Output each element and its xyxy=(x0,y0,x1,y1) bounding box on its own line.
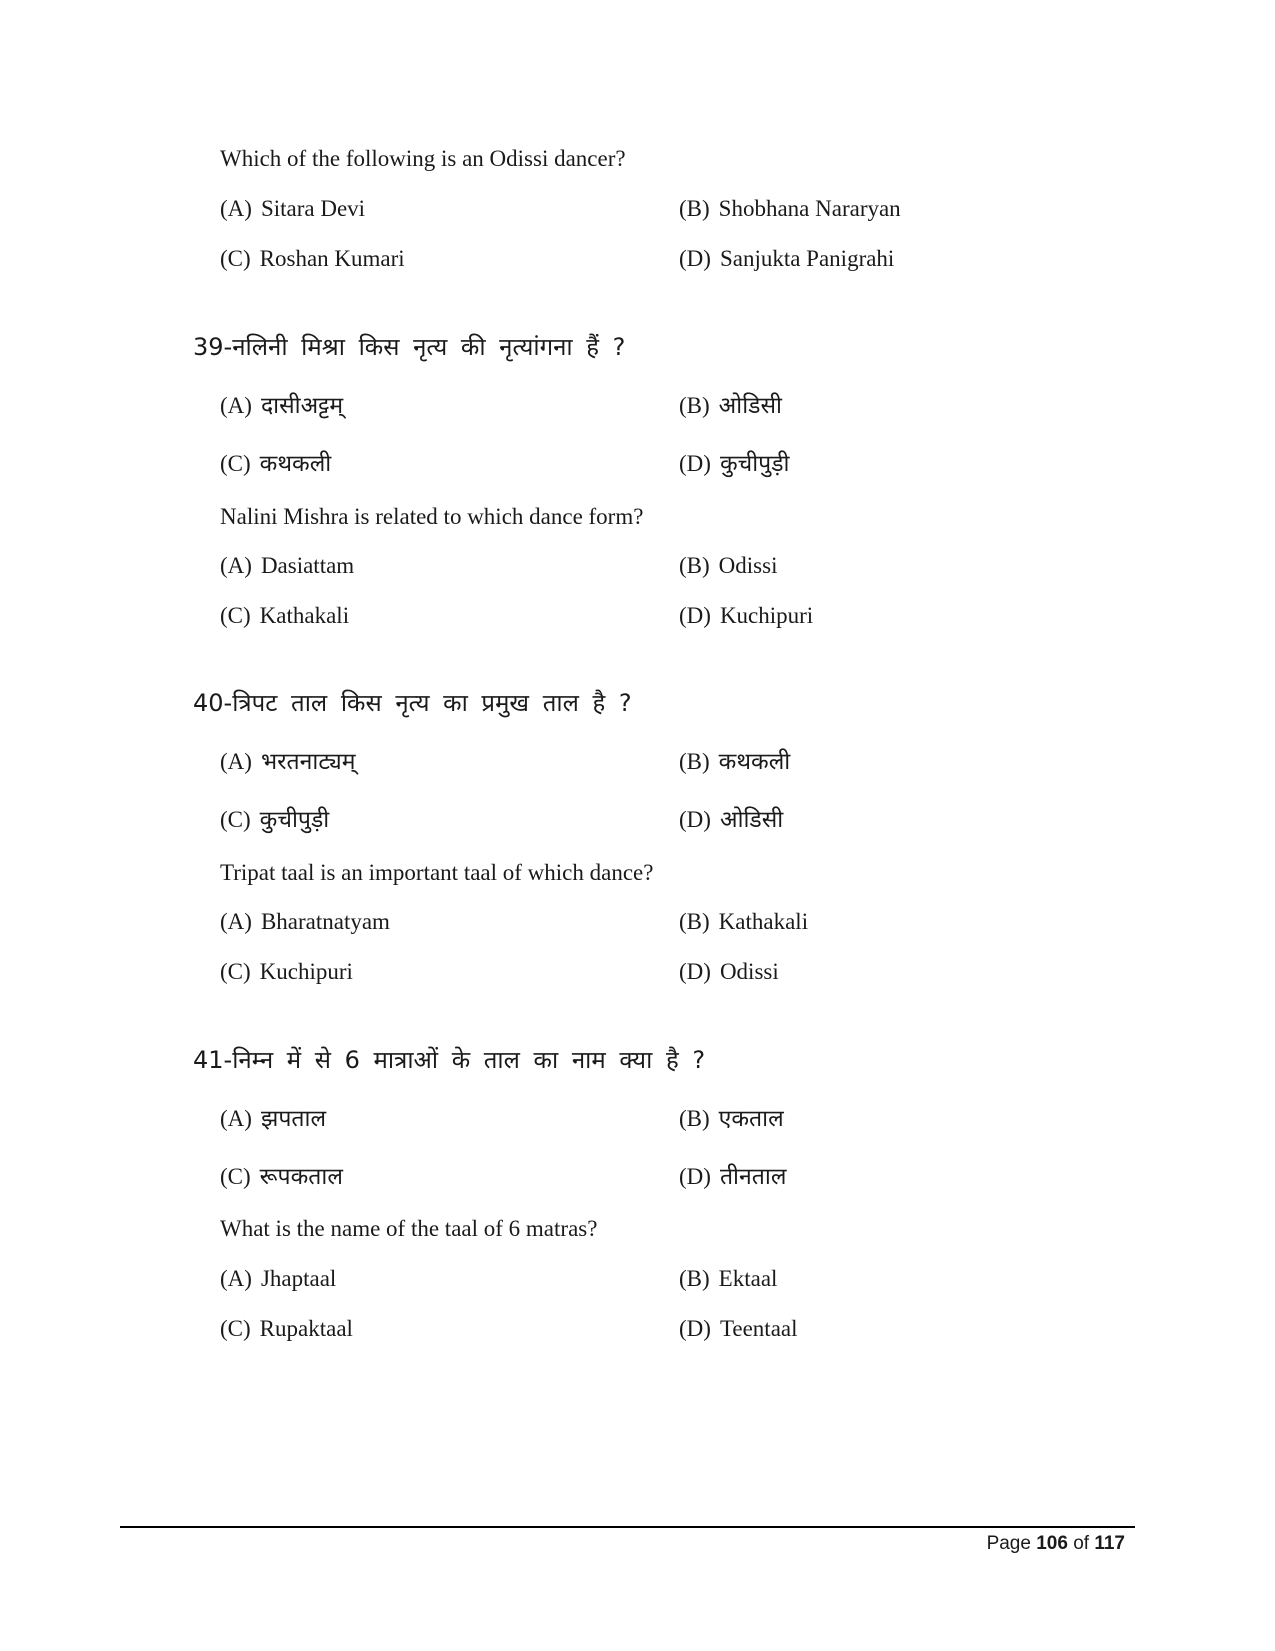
question-40-english-option-d xyxy=(679,959,779,985)
option-label: (A) xyxy=(220,553,252,578)
option-text: Odissi xyxy=(718,553,778,578)
option-label: (C) xyxy=(220,959,251,984)
option-text: Shobhana Nararyan xyxy=(718,196,901,221)
option-text: भरतनाट्यम् xyxy=(260,749,356,775)
option-label: (A) xyxy=(220,749,252,774)
page-number xyxy=(987,1533,1125,1555)
option-text: एकताल xyxy=(718,1106,784,1132)
question-39-english-option-a xyxy=(220,553,354,579)
option-text: दासीअट्टम् xyxy=(260,393,344,419)
option-label: (B) xyxy=(679,1266,710,1291)
option-text: झपताल xyxy=(260,1106,327,1132)
option-text: Sanjukta Panigrahi xyxy=(719,246,895,271)
option-text: तीनताल xyxy=(719,1164,787,1190)
option-text: Kathakali xyxy=(718,909,809,934)
option-text: Rupaktaal xyxy=(259,1316,353,1341)
question-41-english: What is the name of the taal of 6 matras? xyxy=(220,1216,598,1241)
current-page: 106 xyxy=(1036,1533,1068,1554)
question-41-hindi: 41-निम्न में से 6 मात्राओं के ताल का नाम क्या है ? xyxy=(193,1046,706,1074)
option-text: ओडिसी xyxy=(719,807,784,833)
option-label: (A) xyxy=(220,1266,252,1291)
option-label: (C) xyxy=(220,1316,251,1341)
question-41-hindi-option-a xyxy=(220,1101,326,1133)
option-text: Ektaal xyxy=(718,1266,778,1291)
option-label: (B) xyxy=(679,196,710,221)
option-label: (C) xyxy=(220,451,251,476)
total-pages: 117 xyxy=(1094,1533,1125,1554)
question-41-english-option-b xyxy=(679,1266,777,1292)
option-text: रूपकताल xyxy=(259,1164,343,1190)
option-label: (B) xyxy=(679,909,710,934)
of-word: of xyxy=(1073,1533,1090,1554)
question-40-hindi-option-a xyxy=(220,744,355,776)
question-40-hindi-option-b xyxy=(679,744,790,776)
option-text: Bharatnatyam xyxy=(260,909,390,934)
question-41-hindi-option-c xyxy=(220,1159,343,1191)
option-label: (D) xyxy=(679,603,711,628)
option-text: Kuchipuri xyxy=(259,959,353,984)
question-40-english-option-c xyxy=(220,959,353,985)
option-label: (C) xyxy=(220,603,251,628)
question-40-hindi-option-d xyxy=(679,802,783,834)
question-40-english: Tripat taal is an important taal of which dance? xyxy=(220,860,654,885)
option-label: (C) xyxy=(220,807,251,832)
question-41-english-option-c xyxy=(220,1316,353,1342)
question-39-english: Nalini Mishra is related to which dance form? xyxy=(220,504,644,529)
question-38-english-option-c xyxy=(220,246,405,272)
question-39-hindi-option-c xyxy=(220,446,331,478)
option-text: Teentaal xyxy=(719,1316,798,1341)
question-38-english-option-b xyxy=(679,196,901,222)
question-39-hindi-option-a xyxy=(220,388,343,420)
question-39-hindi-option-d xyxy=(679,446,790,478)
option-text: ओडिसी xyxy=(718,393,782,419)
option-label: (A) xyxy=(220,196,252,221)
option-label: (D) xyxy=(679,807,711,832)
question-39-hindi: 39-नलिनी मिश्रा किस नृत्य की नृत्यांगना हैं ? xyxy=(193,333,626,361)
option-label: (A) xyxy=(220,1106,252,1131)
option-text: Odissi xyxy=(719,959,779,984)
option-label: (C) xyxy=(220,1164,251,1189)
question-38-english: Which of the following is an Odissi dancer? xyxy=(220,146,626,171)
option-label: (B) xyxy=(679,749,710,774)
question-41-hindi-option-b xyxy=(679,1101,784,1133)
page-word: Page xyxy=(986,1533,1031,1554)
option-text: Sitara Devi xyxy=(260,196,366,221)
option-label: (D) xyxy=(679,451,711,476)
option-label: (C) xyxy=(220,246,251,271)
question-41-hindi-option-d xyxy=(679,1159,786,1191)
option-text: Dasiattam xyxy=(260,553,355,578)
option-label: (B) xyxy=(679,393,710,418)
option-text: कुचीपुड़ी xyxy=(259,807,330,833)
question-39-english-option-d xyxy=(679,603,813,629)
question-39-english-option-b xyxy=(679,553,777,579)
question-38-english-option-a xyxy=(220,196,365,222)
option-label: (B) xyxy=(679,553,710,578)
question-38-english-option-d xyxy=(679,246,894,272)
question-41-english-option-a xyxy=(220,1266,336,1292)
option-text: Kuchipuri xyxy=(719,603,814,628)
option-label: (A) xyxy=(220,909,252,934)
option-text: कथकली xyxy=(718,749,791,775)
option-text: Jhaptaal xyxy=(260,1266,337,1291)
option-label: (B) xyxy=(679,1106,710,1131)
question-39-english-option-c xyxy=(220,603,349,629)
option-label: (D) xyxy=(679,959,711,984)
question-40-hindi-option-c xyxy=(220,802,329,834)
option-label: (D) xyxy=(679,1316,711,1341)
question-40-english-option-b xyxy=(679,909,808,935)
option-text: Roshan Kumari xyxy=(259,246,405,271)
option-label: (D) xyxy=(679,246,711,271)
question-41-english-option-d xyxy=(679,1316,798,1342)
option-text: कुचीपुड़ी xyxy=(719,451,790,477)
option-text: कथकली xyxy=(259,451,332,477)
option-label: (A) xyxy=(220,393,252,418)
question-40-hindi: 40-त्रिपट ताल किस नृत्य का प्रमुख ताल है ? xyxy=(193,689,632,717)
option-text: Kathakali xyxy=(259,603,350,628)
footer-divider xyxy=(120,1526,1135,1528)
option-label: (D) xyxy=(679,1164,711,1189)
question-40-english-option-a xyxy=(220,909,390,935)
question-39-hindi-option-b xyxy=(679,388,782,420)
